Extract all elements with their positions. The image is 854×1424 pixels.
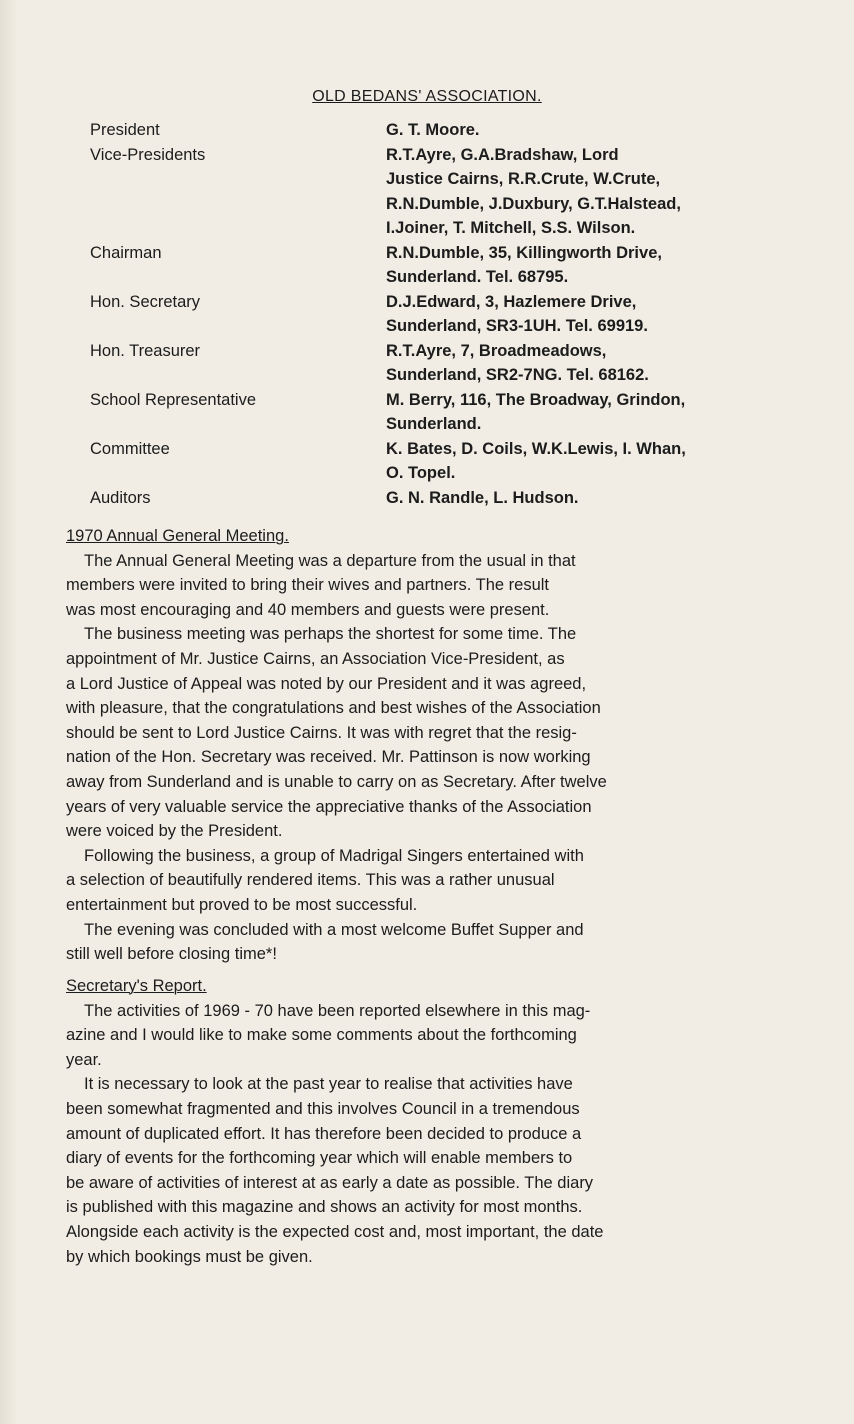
paragraph-line: The activities of 1969 - 70 have been reported elsewhere in this mag- <box>84 1001 591 1020</box>
secretary-section <box>66 974 796 1269</box>
officer-name-line: Sunderland. <box>386 415 482 433</box>
officer-role: Hon. Treasurer <box>90 341 201 360</box>
paragraph-line: is published with this magazine and shows an activity for most months. <box>66 1198 583 1217</box>
officer-name-line: Sunderland. Tel. 68795. <box>386 268 569 286</box>
officer-row <box>90 339 790 388</box>
officer-row <box>90 143 790 241</box>
officer-role: Chairman <box>90 243 162 262</box>
paragraph-line: The Annual General Meeting was a departure from the usual in that <box>84 551 576 570</box>
page-edge <box>0 0 18 1424</box>
paragraph-line: were voiced by the President. <box>66 822 283 841</box>
officer-name-line: O. Topel. <box>386 464 456 482</box>
document-title: OLD BEDANS' ASSOCIATION. <box>312 88 542 105</box>
paragraph <box>66 1072 796 1269</box>
paragraph-line: years of very valuable service the appreciative thanks of the Association <box>66 797 592 816</box>
paragraph-line: year. <box>66 1050 102 1069</box>
paragraph-line: azine and I would like to make some comments about the forthcoming <box>66 1026 577 1045</box>
officer-names <box>386 437 786 486</box>
officer-name-line: D.J.Edward, 3, Hazlemere Drive, <box>386 292 637 311</box>
agm-heading: 1970 Annual General Meeting. <box>66 527 289 545</box>
paragraph-line: nation of the Hon. Secretary was received. Mr. Pattinson is now working <box>66 748 591 767</box>
paragraph-line: by which bookings must be given. <box>66 1247 313 1266</box>
officer-name-line: R.N.Dumble, J.Duxbury, G.T.Halstead, <box>386 194 681 213</box>
officer-name-line: Justice Cairns, R.R.Crute, W.Crute, <box>386 170 661 188</box>
officer-names <box>386 388 786 437</box>
officer-row <box>90 290 790 339</box>
officer-row <box>90 486 790 511</box>
paragraph-line: away from Sunderland and is unable to carry on as Secretary. After twelve <box>66 772 607 791</box>
paragraph-line: The evening was concluded with a most welcome Buffet Supper and <box>84 920 584 939</box>
agm-paragraphs <box>66 549 796 967</box>
officer-names <box>386 241 786 290</box>
officer-row <box>90 241 790 290</box>
officer-names <box>386 118 786 143</box>
officers-list <box>90 118 790 510</box>
officer-name-line: R.T.Ayre, 7, Broadmeadows, <box>386 341 607 360</box>
paragraph <box>66 999 796 1073</box>
officer-names <box>386 290 786 339</box>
paragraph <box>66 549 796 623</box>
paragraph-line: The business meeting was perhaps the shortest for some time. The <box>84 625 577 644</box>
paragraph-line: been somewhat fragmented and this involves Council in a tremendous <box>66 1099 580 1118</box>
officer-names <box>386 339 786 388</box>
paragraph-line: entertainment but proved to be most successful. <box>66 895 418 914</box>
paragraph-line: a selection of beautifully rendered items. This was a rather unusual <box>66 871 555 890</box>
paragraph-line: be aware of activities of interest at as early a date as possible. The diary <box>66 1173 594 1192</box>
paragraph <box>66 844 796 918</box>
paragraph-line: It is necessary to look at the past year to realise that activities have <box>84 1075 573 1094</box>
officer-name-line: R.T.Ayre, G.A.Bradshaw, Lord <box>386 145 619 164</box>
paragraph-line: Following the business, a group of Madrigal Singers entertained with <box>84 846 584 865</box>
paragraph-line: a Lord Justice of Appeal was noted by our President and it was agreed, <box>66 674 587 693</box>
secretary-heading: Secretary's Report. <box>66 977 207 995</box>
paragraph <box>66 622 796 843</box>
paragraph-line: appointment of Mr. Justice Cairns, an Association Vice-President, as <box>66 649 565 668</box>
paragraph-line: with pleasure, that the congratulations and best wishes of the Association <box>66 699 601 718</box>
paragraph-line: amount of duplicated effort. It has therefore been decided to produce a <box>66 1124 582 1143</box>
officer-name-line: G. N. Randle, L. Hudson. <box>386 488 579 507</box>
officer-row <box>90 118 790 143</box>
paragraph-line: was most encouraging and 40 members and guests were present. <box>66 600 550 619</box>
officer-name-line: Sunderland, SR3-1UH. Tel. 69919. <box>386 317 648 335</box>
officer-name-line: K. Bates, D. Coils, W.K.Lewis, I. Whan, <box>386 439 686 458</box>
officer-role: School Representative <box>90 390 257 409</box>
paragraph-line: members were invited to bring their wives and partners. The result <box>66 576 549 595</box>
officer-name-line: G. T. Moore. <box>386 121 480 139</box>
paragraph-line: Alongside each activity is the expected cost and, most important, the date <box>66 1222 604 1241</box>
secretary-paragraphs <box>66 999 796 1270</box>
agm-section <box>66 524 796 967</box>
officer-name-line: R.N.Dumble, 35, Killingworth Drive, <box>386 243 662 262</box>
officer-name-line: Sunderland, SR2-7NG. Tel. 68162. <box>386 366 649 384</box>
officer-name-line: M. Berry, 116, The Broadway, Grindon, <box>386 390 686 409</box>
officer-role: Hon. Secretary <box>90 292 201 311</box>
officer-names <box>386 486 786 511</box>
officer-row <box>90 437 790 486</box>
officer-role: President <box>90 121 160 139</box>
paragraph-line: diary of events for the forthcoming year which will enable members to <box>66 1149 573 1168</box>
officer-role: Auditors <box>90 488 151 507</box>
officer-role: Vice-Presidents <box>90 145 206 164</box>
paragraph-line: should be sent to Lord Justice Cairns. It was with regret that the resig- <box>66 723 577 742</box>
paragraph-line: still well before closing time*! <box>66 945 277 964</box>
officer-name-line: I.Joiner, T. Mitchell, S.S. Wilson. <box>386 219 636 237</box>
officer-role: Committee <box>90 439 170 458</box>
paragraph <box>66 918 796 967</box>
officer-names <box>386 143 786 241</box>
officer-row <box>90 388 790 437</box>
